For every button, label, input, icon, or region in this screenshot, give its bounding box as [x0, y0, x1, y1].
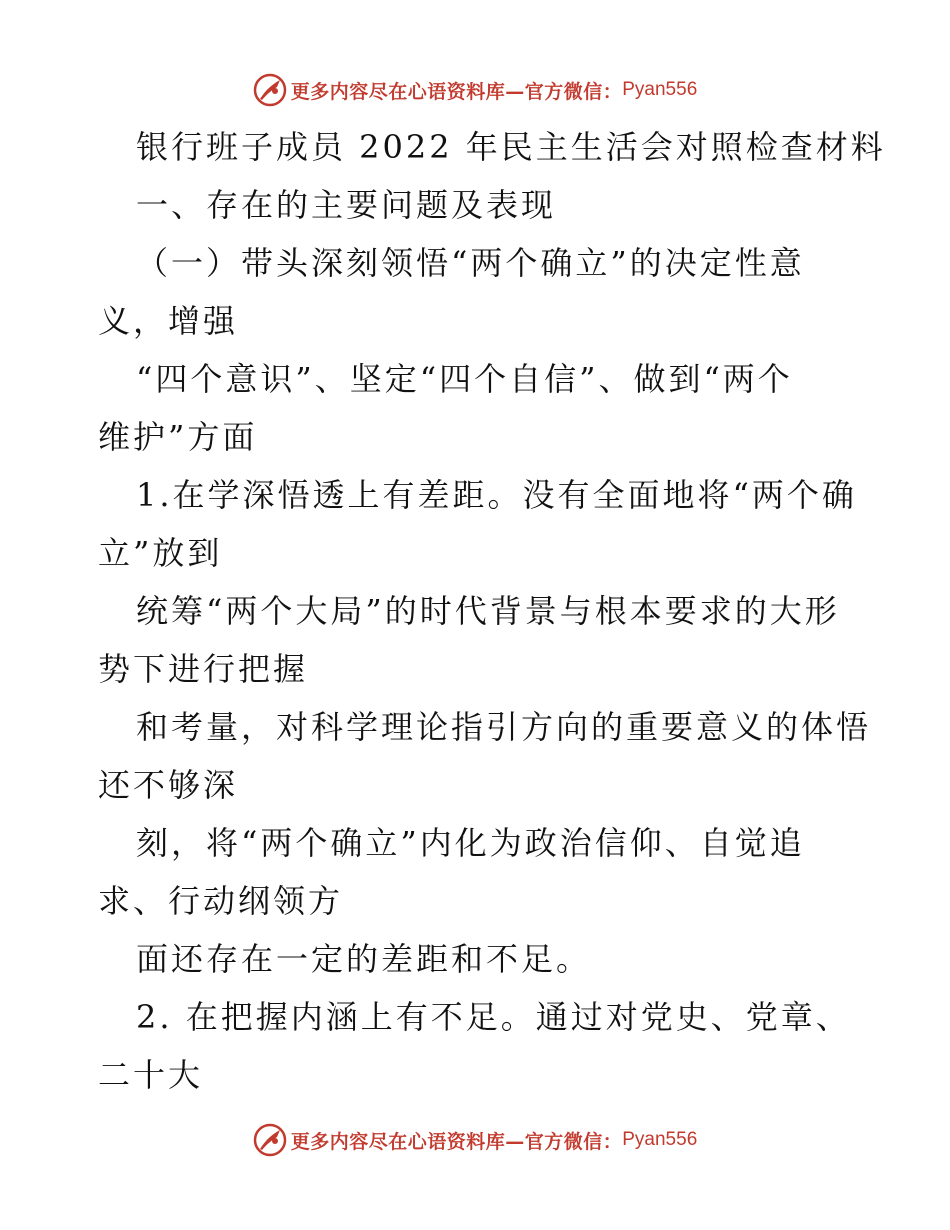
pen-logo-icon — [253, 73, 287, 107]
subsection-heading: （一）带头深刻领悟“两个确立”的决定性意 — [136, 244, 805, 282]
text-line: 势下进行把握 — [98, 650, 309, 688]
footer-banner — [0, 1120, 950, 1160]
text-line: 刻，将“两个确立”内化为政治信仰、自觉追 — [136, 824, 805, 862]
text-line: 和考量，对科学理论指引方向的重要意义的体悟 — [136, 708, 872, 746]
text-line: 求、行动纲领方 — [98, 882, 344, 920]
text-line: 统筹“两个大局”的时代背景与根本要求的大形 — [136, 592, 840, 630]
text-line: 二十大 — [98, 1056, 204, 1094]
document-body — [98, 118, 886, 1104]
text-line: 义，增强 — [98, 302, 239, 340]
text-line: 面还存在一定的差距和不足。 — [136, 940, 592, 978]
text-line: 立”放到 — [98, 534, 223, 572]
header-banner-id: Pyan556 — [622, 79, 698, 100]
section-heading: 一、存在的主要问题及表现 — [136, 186, 557, 224]
text-line: “四个意识”、坚定“四个自信”、做到“两个 — [136, 360, 793, 398]
text-line: 维护”方面 — [98, 418, 258, 456]
document-title: 银行班子成员 2022 年民主生活会对照检查材料 — [136, 128, 886, 166]
text-line: 2. 在把握内涵上有不足。通过对党史、党章、 — [136, 998, 851, 1036]
text-line: 1.在学深悟透上有差距。没有全面地将“两个确 — [136, 476, 857, 514]
footer-banner-id: Pyan556 — [622, 1129, 698, 1150]
pen-logo-icon — [253, 1123, 287, 1157]
text-line: 还不够深 — [98, 766, 239, 804]
footer-banner-text: 更多内容尽在心语资料库—官方微信： — [290, 1130, 623, 1153]
header-banner-text: 更多内容尽在心语资料库—官方微信： — [290, 80, 623, 103]
header-banner — [0, 70, 950, 110]
